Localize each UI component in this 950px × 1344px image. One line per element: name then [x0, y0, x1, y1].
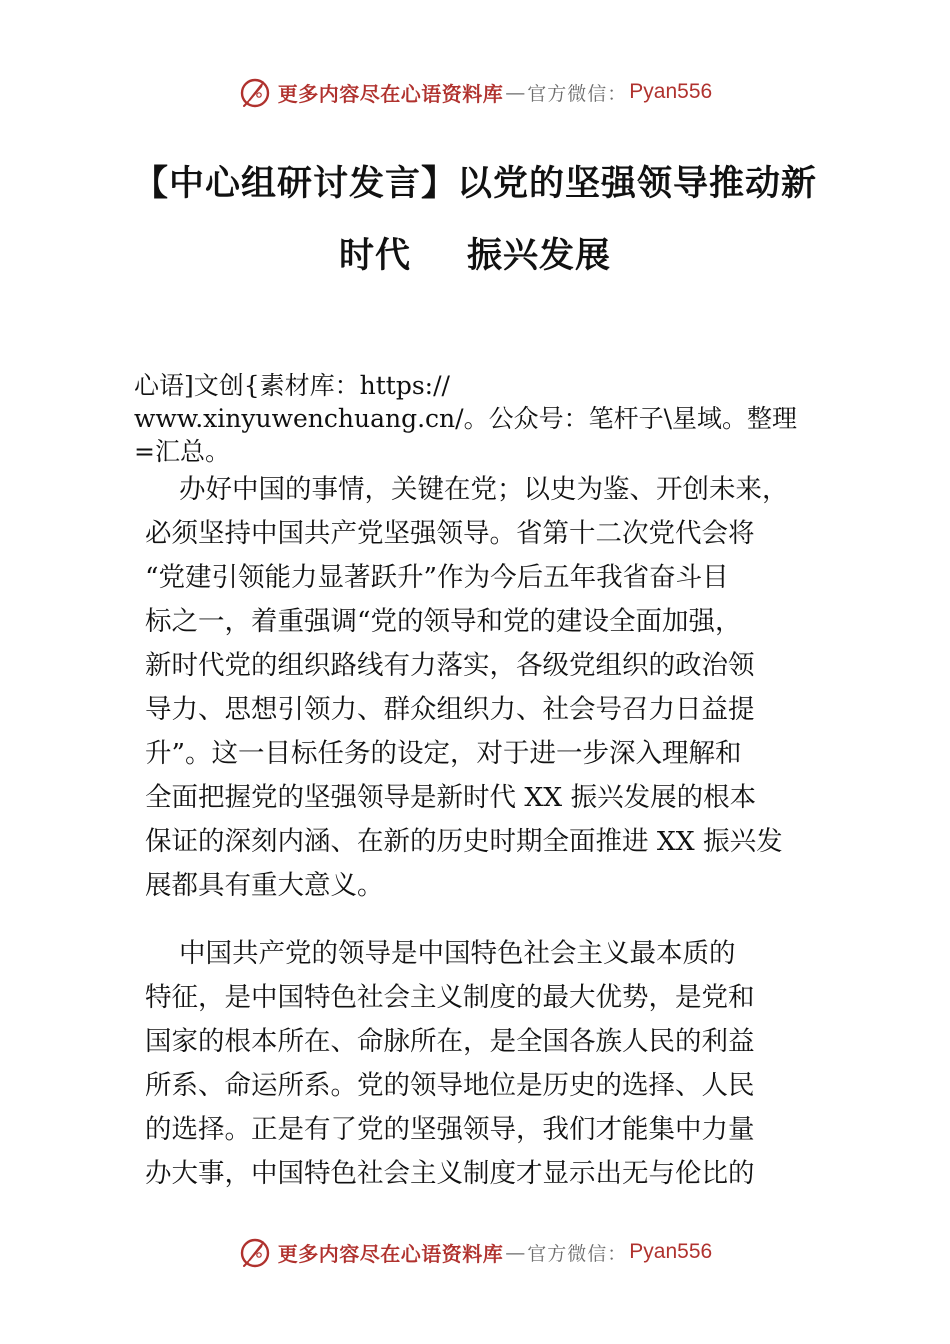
banner-separator: — [505, 80, 526, 104]
source-line: 心语]文创{素材库：https:// [134, 371, 450, 400]
paragraph-line: 导力、思想引领力、群众组织力、社会号召力日益提 [145, 694, 755, 725]
paragraph-line: 国家的根本所在、命脉所在，是全国各族人民的利益 [145, 1026, 755, 1057]
official-wechat-label: 官方微信： [527, 1242, 628, 1265]
wechat-id: Pyan556 [629, 80, 713, 103]
brand-text: 更多内容尽在心语资料库 [277, 81, 504, 106]
title-fragment-a: 时代 [338, 236, 411, 276]
brand-text: 更多内容尽在心语资料库 [277, 1241, 504, 1266]
paragraph-line: 办大事，中国特色社会主义制度才显示出无与伦比的 [145, 1158, 755, 1189]
paragraph-line: 所系、命运所系。党的领导地位是历史的选择、人民 [145, 1070, 755, 1101]
paragraph-line: 标之一，着重强调“党的领导和党的建设全面加强， [145, 606, 742, 637]
paragraph-line: 中国共产党的领导是中国特色社会主义最本质的 [179, 938, 736, 969]
paragraph-line: 全面把握党的坚强领导是新时代 XX 振兴发展的根本 [145, 782, 757, 813]
official-wechat-label: 官方微信： [527, 82, 628, 105]
paragraph-line: 办好中国的事情，关键在党；以史为鉴、开创未来， [179, 474, 789, 505]
title-fragment-b: 振兴发展 [467, 236, 612, 276]
header-banner [0, 70, 950, 114]
footer-banner [0, 1230, 950, 1274]
quill-pen-icon [238, 1235, 272, 1269]
paragraph-line: “党建引领能力显著跃升”作为今后五年我省奋斗目 [145, 562, 729, 593]
paragraph-line: 的选择。正是有了党的坚强领导，我们才能集中力量 [145, 1114, 755, 1145]
paragraph-line: 展都具有重大意义。 [145, 870, 384, 901]
page-title-line-1: 【中心组研讨发言】以党的坚强领导推动新 [132, 164, 817, 204]
paragraph-1 [145, 468, 810, 908]
banner-separator: — [505, 1240, 526, 1264]
source-note [134, 369, 854, 468]
paragraph-line: 特征，是中国特色社会主义制度的最大优势，是党和 [145, 982, 755, 1013]
wechat-id: Pyan556 [629, 1240, 713, 1263]
source-line: =汇总。 [134, 437, 230, 466]
paragraph-line: 保证的深刻内涵、在新的历史时期全面推进 XX 振兴发 [145, 826, 783, 857]
paragraph-line: 升”。这一目标任务的设定，对于进一步深入理解和 [145, 738, 742, 769]
page-title-line-2 [100, 228, 850, 278]
paragraph-2 [145, 932, 810, 1196]
quill-pen-icon [238, 75, 272, 109]
paragraph-line: 新时代党的组织路线有力落实，各级党组织的政治领 [145, 650, 755, 681]
source-line: www.xinyuwenchuang.cn/。公众号：笔杆子\星域。整理 [134, 404, 798, 433]
paragraph-line: 必须坚持中国共产党坚强领导。省第十二次党代会将 [145, 518, 755, 549]
